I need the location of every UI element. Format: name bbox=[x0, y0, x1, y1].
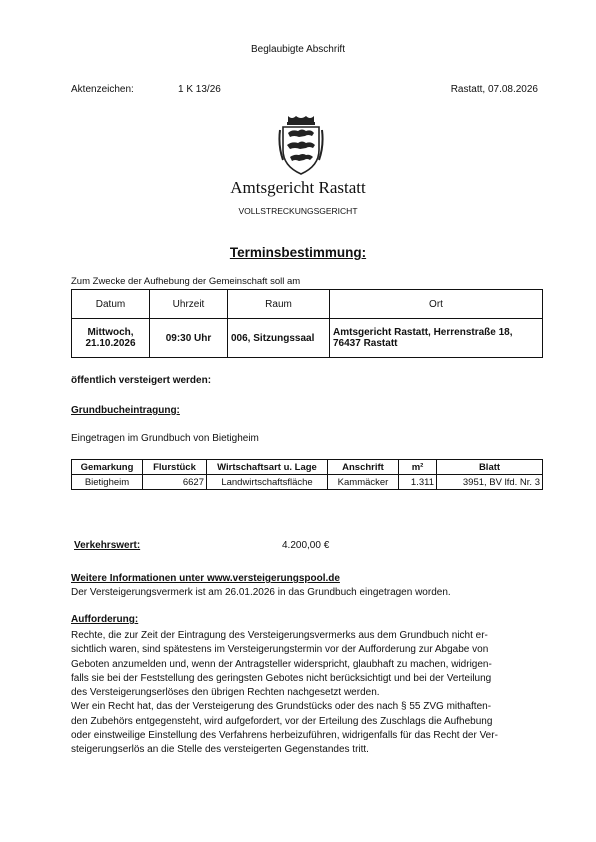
cell-ort bbox=[330, 319, 543, 358]
cell-flaeche: 1.311 bbox=[399, 475, 437, 490]
place-date: Rastatt, 07.08.2026 bbox=[450, 84, 538, 95]
info-text: Der Versteigerungsvermerk ist am 26.01.2026 in das Grundbuch eingetragen worden. bbox=[71, 587, 451, 598]
termin-table bbox=[71, 289, 543, 358]
header-raum: Raum bbox=[228, 290, 330, 319]
header-ort: Ort bbox=[330, 290, 543, 319]
cell-raum: 006, Sitzungssaal bbox=[228, 319, 330, 358]
header-blatt: Blatt bbox=[437, 460, 543, 475]
header-datum: Datum bbox=[72, 290, 150, 319]
intro-text: Zum Zwecke der Aufhebung der Gemeinschaft soll am bbox=[71, 276, 301, 287]
termin-table-header bbox=[72, 290, 543, 319]
ort-city: 76437 Rastatt bbox=[333, 338, 398, 349]
aufforderung-heading: Aufforderung: bbox=[71, 614, 139, 625]
aufforderung-line: Wer ein Recht hat, das der Versteigerung des Grundstücks oder des nach § 55 ZVG mithaften- bbox=[71, 701, 492, 713]
aufforderung-line: oder einstweilige Einstellung des Verfahrens herbeizuführen, widrigenfalls für das Recht der Ver- bbox=[71, 730, 498, 742]
header-flurstueck: Flurstück bbox=[143, 460, 207, 475]
grundbuch-text: Eingetragen im Grundbuch von Bietigheim bbox=[71, 433, 259, 444]
grundbuch-table-row bbox=[72, 475, 543, 490]
aufforderung-line: des Versteigerungserlöses den übrigen Rechten nachgesetzt werden. bbox=[71, 687, 380, 699]
aktenzeichen-label: Aktenzeichen: bbox=[71, 84, 134, 95]
verkehrswert-label: Verkehrswert: bbox=[74, 540, 141, 551]
aufforderung-text bbox=[71, 629, 539, 758]
grundbuch-table bbox=[71, 459, 543, 490]
document-title: Beglaubigte Abschrift bbox=[251, 44, 345, 55]
court-name: Amtsgericht Rastatt bbox=[230, 178, 366, 197]
header-anschrift: Anschrift bbox=[328, 460, 399, 475]
cell-blatt: 3951, BV lfd. Nr. 3 bbox=[437, 475, 543, 490]
header-flaeche: m² bbox=[399, 460, 437, 475]
aufforderung-line: falls sie bei der Feststellung des geringsten Gebotes nicht berücksichtigt und bei der Verteilung bbox=[71, 672, 492, 684]
page-heading: Terminsbestimmung: bbox=[229, 245, 367, 260]
info-heading: Weitere Informationen unter www.versteigerungspool.de bbox=[71, 573, 340, 584]
aufforderung-line: steigerungserlös an die Stelle des versteigerten Gegenstandes tritt. bbox=[71, 744, 369, 756]
aufforderung-line: sichtlich waren, sind spätestens im Versteigerungstermin vor der Aufforderung zur Abgabe von bbox=[71, 644, 489, 656]
aufforderung-line: den Zubehörs entgegensteht, wird aufgefordert, vor der Erteilung des Zuschlags die Aufhebung bbox=[71, 715, 493, 727]
header-wirtschaftsart: Wirtschaftsart u. Lage bbox=[207, 460, 328, 475]
cell-datum bbox=[72, 319, 150, 358]
grundbuch-table-header bbox=[72, 460, 543, 475]
datum-weekday: Mittwoch, bbox=[87, 327, 134, 338]
ort-address: Amtsgericht Rastatt, Herrenstraße 18, bbox=[333, 327, 513, 338]
cell-flurstueck: 6627 bbox=[143, 475, 207, 490]
versteigert-text: öffentlich versteigert werden: bbox=[71, 375, 212, 386]
datum-date: 21.10.2026 bbox=[85, 338, 136, 349]
cell-anschrift: Kammäcker bbox=[328, 475, 399, 490]
cell-wirtschaftsart: Landwirtschaftsfläche bbox=[207, 475, 328, 490]
aktenzeichen-value: 1 K 13/26 bbox=[178, 84, 221, 95]
verkehrswert-value: 4.200,00 € bbox=[282, 540, 330, 551]
header-gemarkung: Gemarkung bbox=[72, 460, 143, 475]
coat-of-arms-icon bbox=[278, 114, 324, 176]
court-department: VOLLSTRECKUNGSGERICHT bbox=[238, 206, 358, 216]
grundbuch-heading: Grundbucheintragung: bbox=[71, 405, 180, 416]
header-uhrzeit: Uhrzeit bbox=[150, 290, 228, 319]
aufforderung-line: Geboten anzumelden und, wenn der Antragsteller widerspricht, glaubhaft zu machen, widrigen- bbox=[71, 658, 492, 670]
termin-table-row bbox=[72, 319, 543, 358]
aufforderung-line: Rechte, die zur Zeit der Eintragung des Versteigerungsvermerks aus dem Grundbuch nicht er- bbox=[71, 630, 488, 641]
cell-uhrzeit: 09:30 Uhr bbox=[150, 319, 228, 358]
cell-gemarkung: Bietigheim bbox=[72, 475, 143, 490]
